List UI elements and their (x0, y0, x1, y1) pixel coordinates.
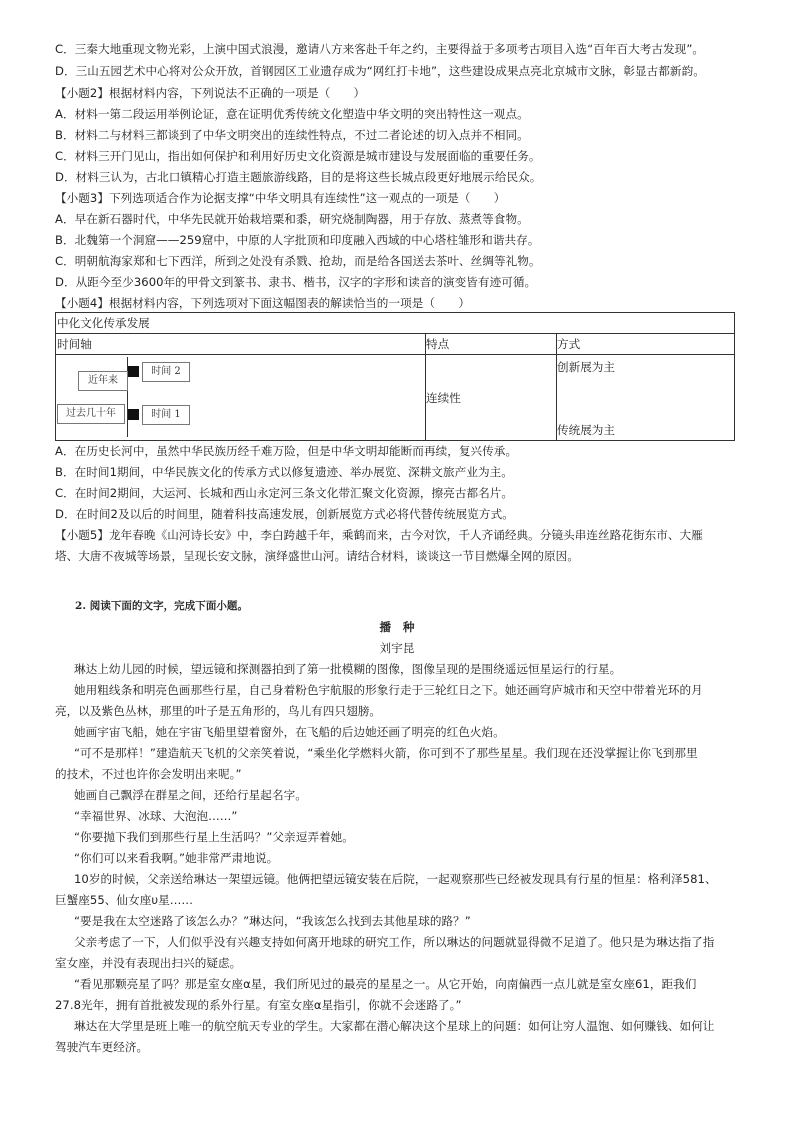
story-paragraph: 她画宇宙飞船，她在宇宙飞船里望着窗外，在飞船的后边她还画了明亮的红色火焰。 (74, 725, 505, 739)
table-divider (56, 354, 734, 355)
q3-option-c: C．明朝航海家郑和七下西洋，所到之处没有杀戮、抢劫，而是给各国送去茶叶、丝绸等礼物。 (55, 254, 541, 268)
section2-instruction: 2. 阅读下面的文字，完成下面小题。 (75, 600, 249, 612)
story-paragraph: 亮，以及紫色丛林，那里的叶子是五角形的，鸟儿有四只翅膀。 (55, 704, 382, 718)
story-paragraph: 驾驶汽车更经济。 (55, 1040, 149, 1054)
story-author: 刘宇昆 (379, 641, 415, 655)
q3-option-b: B．北魏第一个洞窟——259窟中，中原的人字批顶和印度融入西域的中心塔柱雏形和谐共存。 (55, 233, 540, 247)
q2-option-c: C．材料三开门见山，指出如何保护和利用好历史文化资源是城市建设与发展面临的重要任务。 (55, 149, 541, 163)
label-time1: 时间 1 (142, 405, 190, 425)
q4-chart-table (55, 312, 735, 441)
story-paragraph: 琳达上幼儿园的时候，望远镜和探测器拍到了第一批模糊的图像，图像呈现的是围绕遥远恒星运行的行星。 (74, 662, 622, 676)
q4-option-b: B．在时间1期间，中华民族文化的传承方式以修复遗迹、举办展览、深耕文旅产业为主。 (55, 465, 513, 479)
label-recent: 近年来 (78, 371, 128, 391)
q3-stem: 【小题3】下列选项适合作为论据支撑“中华文明具有连续性”这一观点的一项是（ ） (55, 191, 506, 205)
time1-marker (128, 409, 139, 420)
q1-option-c: C．三秦大地重现文物光彩，上演中国式浪漫，邀请八方来客赴千年之约，主要得益于多项考古项目入选“百年百大考古发现”。 (55, 42, 705, 56)
time2-marker (128, 366, 139, 377)
label-past-decades: 过去几十年 (57, 404, 125, 424)
story-paragraph: “你们可以来看我啊。”她非常严肃地说。 (74, 851, 279, 865)
q4-stem: 【小题4】根据材料内容，下列选项对下面这幅图表的解读恰当的一项是（ ） (55, 296, 470, 310)
mode-bottom: 传统展为主 (557, 423, 615, 437)
story-paragraph: “你要抛下我们到那些行星上生活吗？”父亲逗弄着她。 (74, 830, 354, 844)
story-paragraph: 的技术，不过也许你会发明出来呢。” (55, 767, 242, 781)
q5-stem-line2: 塔、大唐不夜城等场景，呈现长安文脉，演绎盛世山河。请结合材料，谈谈这一节目燃爆全网的原因。 (55, 549, 579, 563)
story-paragraph: “幸福世界、冰球、大泡泡……” (74, 809, 238, 823)
label-time2: 时间 2 (142, 362, 190, 382)
q4-option-d: D．在时间2及以后的时间里，随着科技高速发展，创新展览方式必将代替传统展览方式。 (55, 507, 514, 521)
feature-value: 连续性 (426, 391, 461, 405)
table-divider (56, 333, 734, 334)
table-title: 中化文化传承发展 (57, 316, 150, 330)
q3-option-d: D．从距今至少3600年的甲骨文到篆书、隶书、楷书，汉字的字形和读音的演变皆有迹可循。 (55, 275, 537, 289)
story-paragraph: 巨蟹座55、仙女座υ星…… (55, 893, 194, 907)
story-paragraph: 27.8光年，拥有首批被发现的系外行星。有室女座α星指引，你就不会迷路了。” (55, 998, 462, 1012)
col-timeline-header: 时间轴 (57, 337, 92, 351)
col-mode-header: 方式 (557, 337, 581, 351)
story-paragraph: “可不是那样！”建造航天飞机的父亲笑着说，“乘坐化学燃料火箭，你可到不了那些星星。我们现在还没掌握让你飞到那里 (74, 746, 698, 760)
q2-option-b: B．材料二与材料三都谈到了中华文明突出的连续性特点，不过二者论述的切入点并不相同。 (55, 128, 529, 142)
story-paragraph: “看见那颗亮星了吗？那是室女座α星，我们所见过的最亮的星星之一。从它开始，向南偏西一点儿就是室女座61，距我们 (74, 977, 697, 991)
story-paragraph: 父亲考虑了一下，人们似乎没有兴趣支持如何离开地球的研究工作，所以琳达的问题就显得微不足道了。他只是为琳达指了指 (74, 935, 715, 949)
q1-option-d: D．三山五园艺术中心将对公众开放，首钢园区工业遗存成为“网红打卡地”，这些建设成果点亮北京城市文脉，彰显古都新韵。 (55, 64, 705, 78)
q2-option-a: A．材料一第二段运用举例论证，意在证明优秀传统文化塑造中华文明的突出特性这一观点。 (55, 107, 529, 121)
story-title: 播 种 (379, 620, 415, 634)
story-paragraph: 她画自己飘浮在群星之间，还给行星起名字。 (74, 788, 307, 802)
q2-stem: 【小题2】根据材料内容，下列说法不正确的一项是（ ） (55, 86, 366, 100)
col-feature-header: 特点 (426, 337, 450, 351)
story-paragraph: 琳达在大学里是班上唯一的航空航天专业的学生。大家都在潜心解决这个星球上的问题：如何让穷人温饱、如何赚钱、如何让 (74, 1019, 715, 1033)
mode-top: 创新展为主 (557, 360, 615, 374)
q3-option-a: A．早在新石器时代，中华先民就开始栽培粟和黍，研究烧制陶器，用于存放、蒸煮等食物。 (55, 212, 529, 226)
story-paragraph: “要是我在太空迷路了该怎么办？”琳达问，“我该怎么找到去其他星球的路？” (74, 914, 471, 928)
q2-option-d: D．材料三认为，古北口镇精心打造主题旅游线路，目的是将这些长城点段更好地展示给民众。 (55, 170, 542, 184)
story-paragraph: 10岁的时候，父亲送给琳达一架望远镜。他俩把望远镜安装在后院，一起观察那些已经被发现具有行星的恒星：格利泽581、 (74, 872, 717, 886)
story-paragraph: 她用粗线条和明亮色画那些行星，自己身着粉色宇航服的形象行走于三轮红日之下。她还画穹庐城市和天空中带着光环的月 (74, 683, 703, 697)
q4-option-c: C．在时间2期间，大运河、长城和西山永定河三条文化带汇聚文化资源，擦亮古都名片。 (55, 486, 514, 500)
story-paragraph: 室女座，并没有表现出扫兴的疑虑。 (55, 956, 242, 970)
q4-option-a: A．在历史长河中，虽然中华民族历经千难万险，但是中华文明却能断而再续，复兴传承。 (55, 444, 518, 458)
q5-stem-line1: 【小题5】龙年春晚《山河诗长安》中，李白跨越千年，乘鹤而来，古今对饮，千人齐诵经典。分镜头串连丝路花街东市、大雁 (55, 528, 703, 542)
